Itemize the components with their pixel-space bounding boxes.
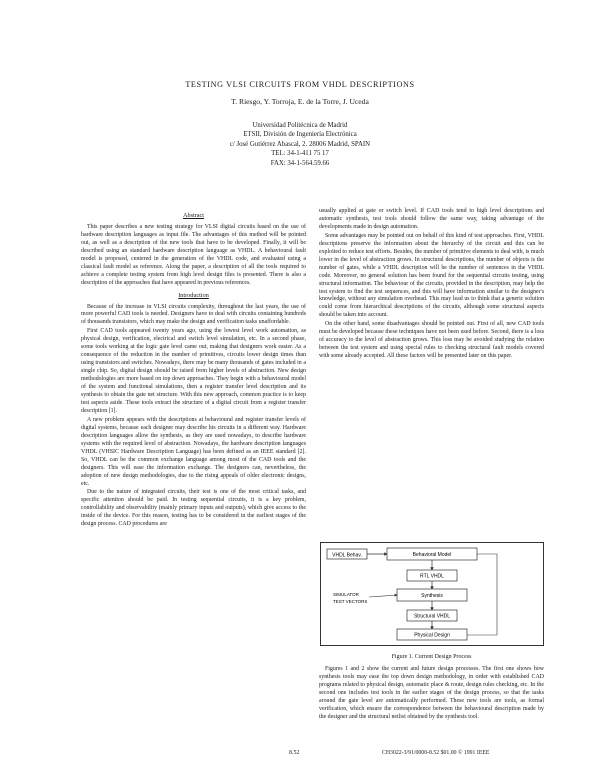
introduction-heading: Introduction — [178, 291, 209, 299]
body-paragraph: On the other hand, some disadvantages should be pointed out. First of all, new CAD tools must be developed because these techniques have not been used before. Second, there is a loss of accuracy to the level of abstraction grows. This loss may be avoided studying the relation between the test system and using special rules to checking structural fault models covered with some already accepted. All these factors will be presented later on this paper. — [319, 321, 544, 360]
box-label: Physical Design — [414, 632, 450, 639]
intro-paragraph: Because of the increase in VLSI circuits complexity, throughout the last years, the use of more powerful CAD tools is needed. Designers have to deal with circuits containing hundreds of thousands transistors, which may make the design and verification tasks unaffordable. — [81, 303, 306, 326]
copyright-footer: CH3022-3/91/0000-8.52 $01.00 © 1991 IEEE — [382, 750, 490, 756]
box-label: Behavioral Model — [412, 552, 452, 558]
design-process-figure — [320, 542, 544, 646]
feedback-line — [467, 554, 497, 635]
page-number: 8.52 — [289, 750, 300, 756]
box-label: Synthesis — [421, 593, 443, 599]
flow-arrow — [369, 595, 397, 597]
intro-paragraph: First CAD tools appeared twenty years ago, using the lowest level work automation, as physical design, verification, electrical and switch level simulation, etc. In a second phase, some tools working at the logic gate level came out, making that designers work easier. As a consequence of the reduction in the number of primitives, circuits lower design times than using transistors and switches. Nowadays, there may be many thousands of gates included in a single chip. So, digital design should be raised from higher levels of abstraction. New design methodologies are more based on top down approaches. They begin with a behavioural model of the system and functional simulations, then a register transfer level description and its synthesis to obtain the gate net structure. With this new approach, common practice is to keep test aspects aside. These tools extract the structure of a digital circuit from a register transfer description [1]. — [81, 328, 306, 414]
affiliation-line: TEL: 34-1-411 75 17 — [271, 150, 329, 158]
side-label: TEST VECTORS — [333, 599, 368, 604]
right-column — [319, 208, 544, 362]
affiliation-line: ETSII, División de Ingeniería Electrónica — [243, 131, 357, 139]
box-label: RTL VHDL — [420, 573, 444, 580]
box-label: Structural VHDL — [413, 613, 451, 620]
affiliation-line: Universidad Politécnica de Madrid — [252, 122, 348, 129]
affiliation-line: c/ José Gutiérrez Abascal, 2. 28006 Madrid, SPAIN — [229, 140, 371, 148]
figure-caption: Figure 1. Current Design Process — [391, 654, 472, 660]
side-label: SIMULATOR — [333, 592, 359, 597]
affiliation-line: FAX: 34-1-564.59.66 — [270, 159, 330, 167]
right-column-continued — [319, 666, 544, 722]
intro-paragraph: Due to the nature of integrated circuits, their test is one of the most critical tasks, and specific attention should be paid. In testing sequential circuits, it is a key problem, controllability and observability (mainly primary inputs and outputs), which give access to the inside of the device. For this reason, testing has to be considered in the earliest stages of the design process. CAD procedures are — [81, 489, 306, 528]
abstract-text: This paper describes a new testing strategy for VLSI digital circuits based on the use of hardware description languages as input file. The advantages of this method will be pointed out, as well as a description of the new tools that have to be developed. Finally, it will be described using an standard hardware description language as VHDL. A behavioural fault model is proposed, centered in the generation of the VHDL code, and evaluated using a classical fault model as reference. Along the paper, a description of all the tools required to achieve a complete testing system from high level design files is presented. There is also a description of the approaches that have appeared in previous references. — [81, 223, 306, 286]
body-paragraph: usually applied at gate or switch level. If CAD tools tend to high level descriptions and automatic synthesis, test tools should follow the same way, taking advantage of the developments made in design automation. — [319, 208, 544, 230]
intro-paragraph: A new problem appears with the descriptions at behavioural and register transfer levels of digital systems, because each designer may describe his circuits in a different way. Hardware description languages allow the synthesis, as they are used nowadays, to describe hardware systems with the required level of abstraction. Nowadays, the hardware description languages VHDL (VHSIC Hardware Description Language) has been defined as an IEEE standard [2]. So, VHDL can be the common exchange language among most of the CAD tools and the designers. This will ease the information exchange. The designers can, nevertheless, the adoption of new design methodologies, due to the rising appeals of older electronic designs, etc. — [81, 416, 306, 487]
abstract-heading: Abstract — [183, 212, 204, 219]
left-column — [81, 208, 306, 530]
body-paragraph: Figures 1 and 2 show the current and future design processes. The first one shows how synthesis tools may ease the top down design methodology, in order with established CAD programs related to physical design, automatic place & route, design rules checking, etc. In the second one includes test tools in the earlier stages of the design process, so that the tasks around the gate level are automatically performed. These new tools are tools, as formal verification, which ensure the correspondence between the behavioural description made by the designer and the structural netlist obtained by the synthesis tool. — [319, 666, 544, 720]
affiliation-block — [0, 121, 600, 168]
paper-title: TESTING VLSI CIRCUITS FROM VHDL DESCRIPTIONS — [185, 80, 415, 89]
design-flow-diagram — [321, 543, 543, 645]
box-label: VHDL Behav. — [332, 552, 362, 559]
body-paragraph: Some advantages may be pointed out on behalf of this kind of test approaches. First, VHDL descriptions preserve the information about the hierarchy of the circuit and this can be exploited to reduce test efforts. Besides, the number of primitive elements to deal with, is much lower in the level of abstraction grows. In structural descriptions, the number of objects is the number of gates, while a VHDL description will be the number of sentences in the VHDL code. Moreover, no general solution has been found for the sequential circuits testing, using structural information. The behaviour of the circuits, provided in the description, may help the test system to find the test sequences, and this will have information similar to the designer's knowledge, without any simulation overhead. This may lead us to think that a generic solution could come from hierarchical descriptions of the circuits, although some structural aspects should be taken into account. — [319, 232, 544, 319]
paper-authors: T. Riesgo, Y. Torroja, E. de la Torre, J. Uceda — [231, 97, 369, 106]
